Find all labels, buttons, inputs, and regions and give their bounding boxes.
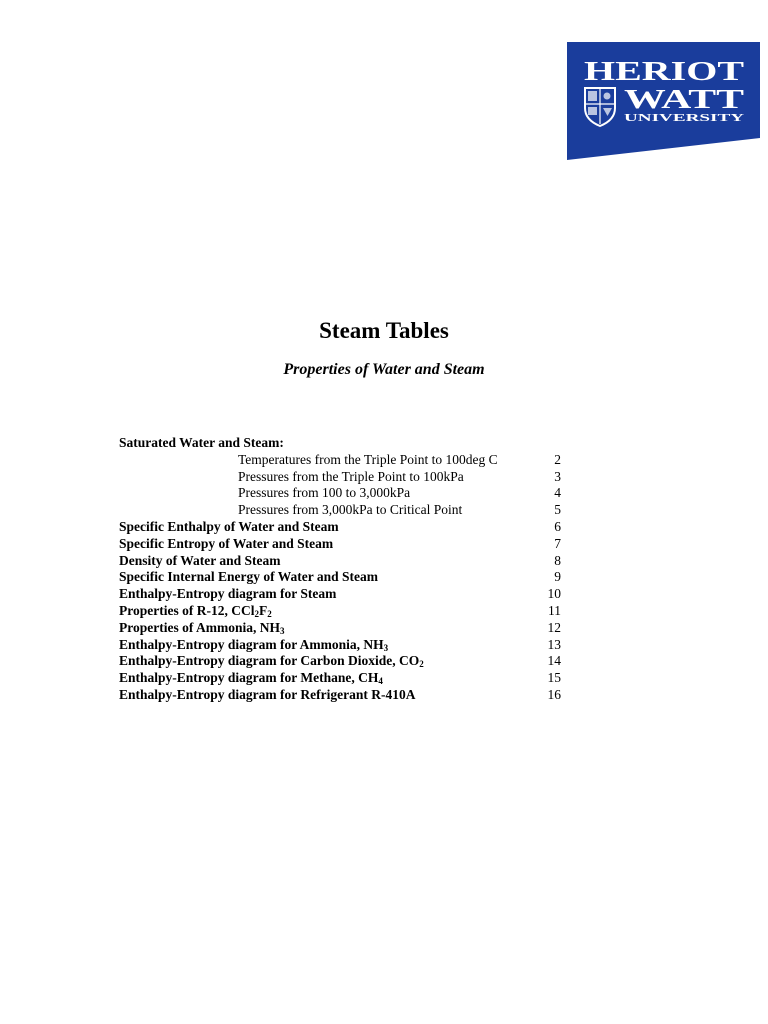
subscript: 2 <box>419 659 424 670</box>
toc-entry-page: 12 <box>547 619 561 635</box>
toc-entry-label: Enthalpy-Entropy diagram for Refrigerant R-410A <box>119 686 416 702</box>
toc-entry-page: 11 <box>548 602 561 618</box>
toc-entry-label-text: Properties of Ammonia, NH <box>119 619 280 635</box>
page-subtitle: Properties of Water and Steam <box>283 361 485 378</box>
toc-entry <box>119 670 561 687</box>
subscript: 4 <box>378 676 383 687</box>
toc-entry-page: 4 <box>554 485 561 501</box>
logo-line2: WATT <box>624 84 744 114</box>
subscript: 3 <box>383 642 389 653</box>
toc-entry <box>119 603 561 620</box>
page-title: Steam Tables <box>319 318 449 343</box>
toc-entry-page: 2 <box>554 451 561 467</box>
toc-entry-label <box>119 603 541 620</box>
toc-entry-label-text: Properties of R-12, CCl <box>119 602 255 618</box>
logo-line1: HERIOT <box>584 56 744 86</box>
toc-entry-label: Enthalpy-Entropy diagram for Steam <box>119 586 337 602</box>
toc-entry-label <box>119 653 541 670</box>
toc-entry-label: Pressures from the Triple Point to 100kPa <box>238 468 464 484</box>
toc-entry-page: 9 <box>554 569 561 585</box>
toc-entry-label: Pressures from 100 to 3,000kPa <box>238 485 411 501</box>
toc-entry-page: 15 <box>547 670 561 686</box>
toc-entry-label <box>119 670 541 687</box>
toc-section-heading <box>119 435 561 452</box>
toc-section-heading-label: Saturated Water and Steam: <box>119 435 284 450</box>
toc-entry-label-text: F <box>258 602 268 618</box>
toc-entry <box>119 569 561 586</box>
toc-entry <box>119 637 561 654</box>
toc-entry-page: 16 <box>547 686 561 702</box>
toc-entry-page: 14 <box>547 653 561 669</box>
toc-entry-label: Pressures from 3,000kPa to Critical Point <box>238 502 463 518</box>
university-logo <box>567 42 760 160</box>
toc-entry-page: 13 <box>547 636 561 652</box>
toc-entry-label: Specific Internal Energy of Water and Steam <box>119 569 378 585</box>
toc-entry <box>119 620 561 637</box>
toc-entry-page: 8 <box>554 552 561 568</box>
toc-entry-page: 7 <box>554 535 561 551</box>
toc-entry-label-text: Enthalpy-Entropy diagram for Methane, CH <box>119 670 379 686</box>
toc-entry-label: Density of Water and Steam <box>119 552 281 568</box>
subscript: 3 <box>279 625 285 636</box>
toc-entry <box>119 653 561 670</box>
toc-entry-page: 3 <box>554 468 561 484</box>
toc-entry <box>119 519 561 536</box>
toc-entry-page: 5 <box>554 502 561 518</box>
toc-entry-page: 10 <box>547 586 561 602</box>
table-of-contents <box>119 435 561 704</box>
toc-entry <box>119 536 561 553</box>
toc-entry-label: Specific Enthalpy of Water and Steam <box>119 518 339 534</box>
toc-entry-label: Specific Entropy of Water and Steam <box>119 535 334 551</box>
logo-line3: UNIVERSITY <box>624 112 745 124</box>
toc-entry-label: Temperatures from the Triple Point to 100deg C <box>238 451 498 467</box>
toc-entry-label <box>119 620 541 637</box>
toc-entry-label-text: Enthalpy-Entropy diagram for Ammonia, NH <box>119 636 384 652</box>
toc-entry-label <box>119 637 541 654</box>
toc-entry <box>119 586 561 603</box>
toc-sub-entry <box>119 452 561 469</box>
toc-sub-entry <box>119 485 561 502</box>
toc-entry <box>119 553 561 570</box>
toc-sub-entry <box>119 502 561 519</box>
logo-banner <box>567 42 760 160</box>
subscript: 2 <box>267 608 272 619</box>
toc-entry <box>119 687 561 704</box>
subscript: 2 <box>254 608 259 619</box>
toc-entry-page: 6 <box>554 518 561 534</box>
toc-entry-label-text: Enthalpy-Entropy diagram for Carbon Dioxide, CO <box>119 653 420 669</box>
toc-sub-entry <box>119 469 561 486</box>
